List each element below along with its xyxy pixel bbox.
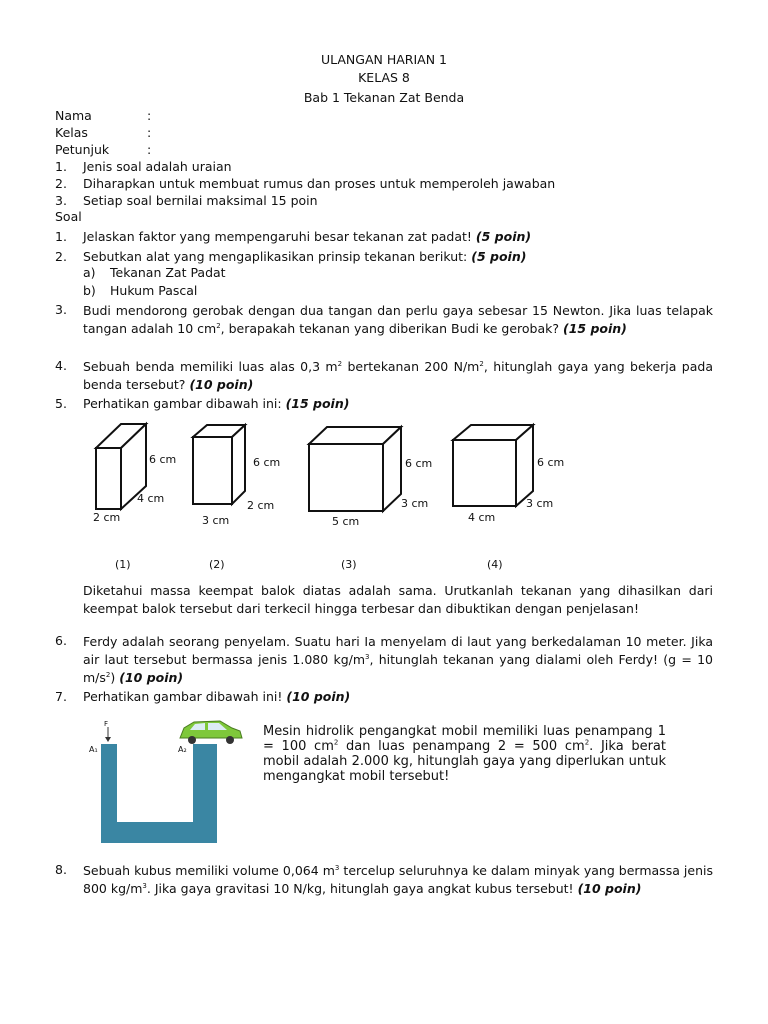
- area-2-label: A₂: [178, 745, 187, 754]
- instruction-text: Setiap soal bernilai maksimal 15 poin: [83, 193, 318, 208]
- block-1-depth: 4 cm: [137, 492, 165, 505]
- question-7-text: Perhatikan gambar dibawah ini! (10 poin): [83, 689, 351, 704]
- question-7-number: 7.: [55, 689, 67, 704]
- question-2a-text: Tekanan Zat Padat: [110, 265, 226, 280]
- question-3-text: Budi mendorong gerobak dengan dua tangan dan perlu gaya sebesar 15 Newton. Jika luas telapak tangan adalah 10 $cm^2$, berapakah tekanan yang diberikan Budi ke gerobak? (15 poin): [83, 303, 713, 336]
- question-2b-text: Hukum Pascal: [110, 283, 198, 298]
- force-label: F: [104, 720, 109, 728]
- question-8-text: Sebuah kubus memiliki volume 0,064 $m^3$ tercelup seluruhnya ke dalam minyak yang bermassa jenis 800 $kg/m^3$. Jika gaya gravitasi 10 N/kg, hitunglah gaya angkat kubus tersebut! (10 poin): [83, 863, 713, 896]
- exam-chapter: Bab 1 Tekanan Zat Benda: [303, 90, 465, 105]
- question-2a-label: a): [83, 265, 96, 280]
- question-2-number: 2.: [55, 249, 67, 264]
- name-label: Nama: [55, 108, 92, 123]
- instruction-number: 3.: [55, 193, 67, 208]
- question-4-points: (10 poin): [189, 377, 254, 392]
- question-7-description: Mesin hidrolik pengangkat mobil memiliki luas penampang 1 = 100 $cm^2$ dan luas penampang 2 = 500 $cm^2$. Jika berat mobil adalah 2.000 kg, hitunglah gaya yang diperlukan untuk mengangkat mobil tersebut!: [263, 724, 666, 784]
- block-1-height: 6 cm: [149, 453, 177, 466]
- hydraulic-fluid: [101, 744, 217, 843]
- question-2-points: (5 poin): [471, 249, 527, 264]
- question-1-number: 1.: [55, 229, 67, 244]
- block-3-width: 5 cm: [332, 515, 360, 528]
- block-4-depth: 3 cm: [526, 497, 554, 510]
- block-3-depth: 3 cm: [401, 497, 429, 510]
- soal-label: Soal: [55, 209, 82, 224]
- question-4-number: 4.: [55, 358, 67, 373]
- instruction-number: 2.: [55, 176, 67, 191]
- block-2-label: (2): [209, 558, 225, 571]
- class-colon: :: [147, 125, 152, 140]
- question-5-followup: Diketahui massa keempat balok diatas adalah sama. Urutkanlah tekanan yang dihasilkan dari keempat balok tersebut dari terkecil hingga terbesar dan dibuktikan dengan penjelasan!: [83, 583, 713, 616]
- question-5-number: 5.: [55, 396, 67, 411]
- block-2-height: 6 cm: [253, 456, 281, 469]
- question-3-number: 3.: [55, 302, 67, 317]
- instruction-text: Jenis soal adalah uraian: [83, 159, 232, 174]
- area-1-label: A₁: [89, 745, 98, 754]
- car-icon: [180, 721, 242, 744]
- question-6-points: (10 poin): [119, 670, 184, 685]
- question-6-number: 6.: [55, 633, 67, 648]
- block-4-height: 6 cm: [537, 456, 565, 469]
- name-colon: :: [147, 108, 152, 123]
- question-5-text: Perhatikan gambar dibawah ini: (15 poin): [83, 396, 350, 411]
- question-1-points: (5 poin): [475, 229, 532, 244]
- instruction-number: 1.: [55, 159, 67, 174]
- class-label: Kelas: [55, 125, 88, 140]
- exam-class: KELAS 8: [358, 70, 410, 85]
- block-1-width: 2 cm: [93, 511, 121, 524]
- question-2-text: Sebutkan alat yang mengaplikasikan prinsip tekanan berikut: (5 poin): [83, 249, 527, 264]
- block-4-width: 4 cm: [468, 511, 496, 524]
- question-1-text: Jelaskan faktor yang mempengaruhi besar tekanan zat padat! (5 poin): [83, 229, 532, 244]
- question-5-points: (15 poin): [285, 396, 350, 411]
- question-8-points: (10 poin): [577, 881, 642, 896]
- exam-title: ULANGAN HARIAN 1: [320, 52, 447, 67]
- block-3-height: 6 cm: [405, 457, 433, 470]
- question-2b-label: b): [83, 283, 96, 298]
- instructions-label: Petunjuk: [55, 142, 110, 157]
- instructions-colon: :: [147, 142, 152, 157]
- question-3-points: (15 poin): [562, 321, 627, 336]
- block-2-depth: 2 cm: [247, 499, 275, 512]
- block-1-label: (1): [115, 558, 131, 571]
- block-4-label: (4): [487, 558, 503, 571]
- question-8-number: 8.: [55, 862, 67, 877]
- question-4-text: Sebuah benda memiliki luas alas 0,3 $m^2$ bertekanan 200 $N/m^2$, hitunglah gaya yang bekerja pada benda tersebut? (10 poin): [83, 359, 713, 392]
- question-7-points: (10 poin): [286, 689, 351, 704]
- block-3-label: (3): [341, 558, 357, 571]
- question-6-text: Ferdy adalah seorang penyelam. Suatu hari Ia menyelam di laut yang berkedalaman 10 meter. Jika air laut tersebut bermassa jenis 1.080 $kg/m^3$, hitunglah tekanan yang dialami oleh Ferdy! (g = 10 $m/s^2$) (10 poin): [83, 634, 713, 685]
- instruction-text: Diharapkan untuk membuat rumus dan proses untuk memperoleh jawaban: [83, 176, 556, 191]
- block-2-width: 3 cm: [202, 514, 230, 527]
